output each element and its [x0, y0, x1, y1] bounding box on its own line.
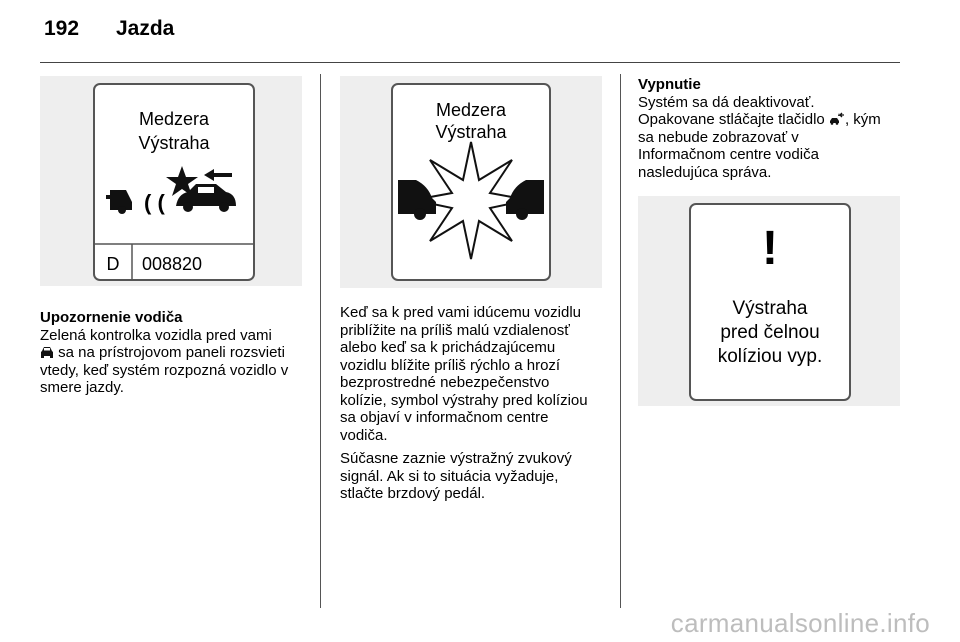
header-rule [40, 62, 900, 63]
col2-p2-l1: Súčasne zaznie výstražný zvukový [340, 450, 572, 467]
figure-distance-warning-display [40, 76, 302, 286]
collision-alert-button-icon [829, 112, 845, 126]
fig2-line1: Medzera [435, 100, 507, 120]
fig1-code-number: 008820 [142, 254, 203, 274]
column-1-text [40, 309, 315, 397]
fig3-line3: kolíziou vyp. [717, 346, 823, 367]
col2-p1-l2: priblížite na príliš malú vzdialenosť [340, 321, 570, 339]
watermark: carmanualsonline.info [670, 608, 930, 638]
col2-p1-l6: kolízie, symbol výstrahy pred kolíziou [340, 391, 588, 409]
col1-line2-text: sa na prístrojovom paneli rozsvieti [58, 344, 285, 361]
col2-p1-l3: alebo keď sa k prichádzajúcemu [340, 339, 556, 356]
column-divider-1 [320, 74, 321, 608]
fig1-code-letter: D [106, 254, 120, 274]
col1-line4: smere jazdy. [40, 379, 124, 396]
vehicle-ahead-icon [40, 345, 54, 359]
col2-p2-l2: signál. Ak si to situácia vyžaduje, [340, 467, 559, 485]
page-number: 192 [44, 17, 80, 40]
exclamation-icon: ! [762, 222, 778, 275]
column-divider-2 [620, 74, 621, 608]
col2-p1-l8: vodiča. [340, 426, 388, 444]
col1-line1: Zelená kontrolka vozidla pred vami [40, 326, 272, 344]
col3-line2-end: , kým [844, 111, 881, 128]
figure-collision-warning-off [638, 196, 900, 406]
signal-waves-icon: ( ( [144, 190, 165, 215]
column-2-text [340, 304, 615, 509]
figure-collision-warning-display [340, 76, 602, 288]
col3-heading: Vypnutie [638, 76, 701, 93]
fig3-line2: pred čelnou [720, 322, 820, 343]
col2-p2-l3: stlačte brzdový pedál. [340, 485, 486, 502]
col2-p1-l4: vozidlu blížite príliš rýchlo a hrozí [340, 356, 561, 374]
col1-heading: Upozornenie vodiča [40, 309, 183, 326]
col2-para1 [340, 304, 615, 444]
col3-line1: Systém sa dá deaktivovať. [638, 93, 815, 111]
fig1-line1: Medzera [138, 109, 210, 129]
fig1-line2: Výstraha [138, 133, 210, 153]
page-header [44, 17, 174, 41]
col1-line2 [40, 344, 315, 362]
col2-p1-l5: bezprostredné nebezpečenstvo [340, 374, 550, 391]
col2-p1-l1: Keď sa k pred vami idúcemu vozidlu [340, 304, 581, 321]
column-3-text [638, 76, 913, 181]
col3-line5: nasledujúca správa. [638, 163, 772, 181]
col1-line3: vtedy, keď systém rozpozná vozidlo v [40, 361, 289, 379]
col3-line2 [638, 111, 913, 129]
col3-line3: sa nebude zobrazovať v [638, 128, 799, 146]
col2-para2 [340, 450, 615, 503]
fig2-line2: Výstraha [435, 122, 507, 142]
fig3-line1: Výstraha [732, 298, 808, 319]
col3-line4: Informačnom centre vodiča [638, 146, 819, 163]
col2-p1-l7: sa objaví v informačnom centre [340, 409, 549, 426]
section-title: Jazda [116, 17, 175, 40]
col3-line2-start: Opakovane stláčajte tlačidlo [638, 111, 825, 128]
